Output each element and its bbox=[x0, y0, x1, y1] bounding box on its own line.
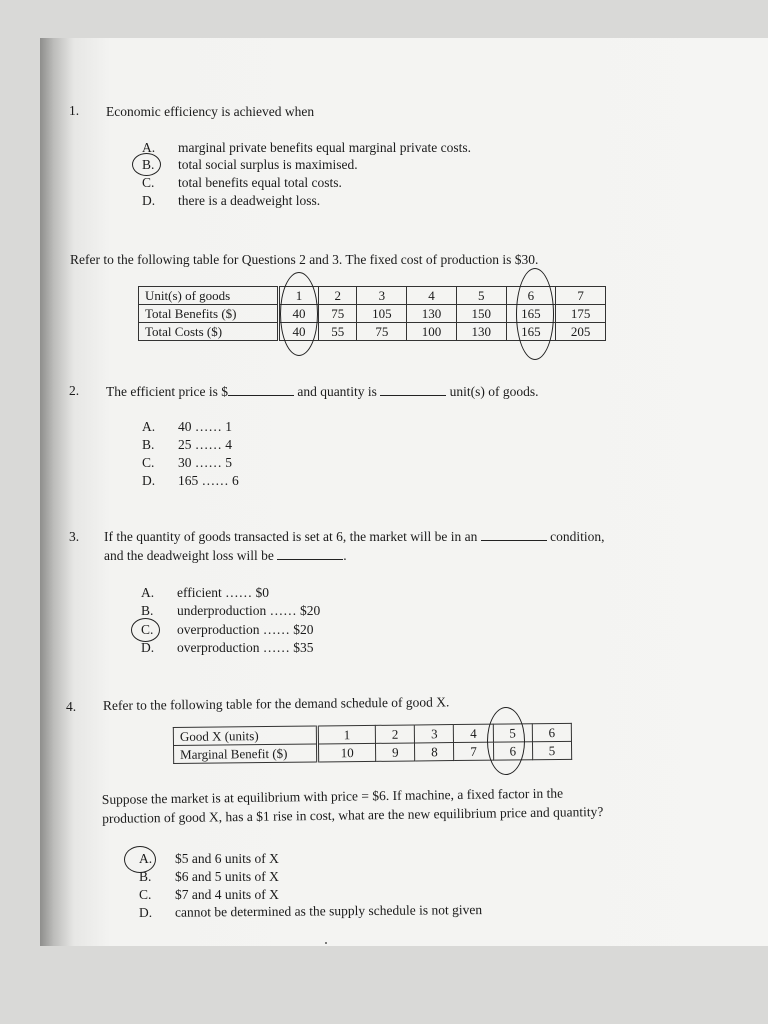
blank-line bbox=[277, 547, 343, 560]
table-header-cell: Marginal Benefit ($) bbox=[173, 744, 317, 764]
table-cell: 3 bbox=[357, 287, 407, 305]
q2-option-a[interactable]: A. 40 …… 1 bbox=[142, 419, 232, 434]
table-cell: 8 bbox=[415, 743, 454, 761]
table-cell: 9 bbox=[376, 743, 415, 761]
question-1-number: 1. bbox=[69, 103, 80, 118]
q3-option-d[interactable]: D. overproduction …… $35 bbox=[141, 640, 314, 655]
table2-column-5-circle-mark bbox=[487, 707, 525, 775]
table-cell: 165 bbox=[506, 323, 556, 341]
table-cell: 130 bbox=[407, 305, 457, 323]
q1-option-a[interactable]: A. marginal private benefits equal marginal private costs. bbox=[142, 140, 472, 155]
table-cell: 100 bbox=[407, 323, 457, 341]
table-cell: 40 bbox=[279, 305, 319, 323]
q2-option-b[interactable]: B. 25 …… 4 bbox=[142, 437, 232, 452]
q3-answer-circle-mark bbox=[131, 618, 160, 642]
table-cell: 1 bbox=[317, 725, 375, 744]
table-cell: 3 bbox=[415, 725, 454, 743]
q4-option-a[interactable]: A. $5 and 6 units of X bbox=[139, 851, 279, 866]
table-cell: 6 bbox=[532, 723, 571, 741]
table-cell: 165 bbox=[506, 305, 556, 323]
blank-line bbox=[481, 528, 547, 541]
q3-option-a[interactable]: A. efficient …… $0 bbox=[141, 585, 269, 600]
table-intro-text: Refer to the following table for Questions 2 and 3. The fixed cost of production is $30. bbox=[70, 252, 539, 267]
table-cell: 1 bbox=[279, 287, 319, 305]
table-cell: 40 bbox=[279, 323, 319, 341]
table-cell: 75 bbox=[319, 305, 357, 323]
table1-column-6-circle-mark bbox=[516, 268, 554, 360]
table-cell: 175 bbox=[556, 305, 606, 323]
question-2-stem: The efficient price is $ and quantity is unit(s) of goods. bbox=[106, 384, 539, 399]
table-cell: 5 bbox=[493, 724, 532, 742]
q1-option-c[interactable]: C. total benefits equal total costs. bbox=[142, 175, 342, 190]
q1-answer-circle-mark bbox=[132, 153, 161, 176]
q4-answer-circle-mark bbox=[124, 846, 156, 873]
table-header-cell: Good X (units) bbox=[173, 726, 317, 746]
question-2-number: 2. bbox=[69, 383, 80, 398]
q4-option-d[interactable]: D. cannot be determined as the supply schedule is not given bbox=[138, 902, 483, 920]
question-4-number: 4. bbox=[66, 699, 77, 714]
table-cell: 6 bbox=[493, 742, 532, 760]
table-cell: 5 bbox=[456, 287, 506, 305]
q3-option-b[interactable]: B. underproduction …… $20 bbox=[141, 603, 321, 618]
q2-option-d[interactable]: D. 165 …… 6 bbox=[142, 473, 239, 488]
table-header-cell: Unit(s) of goods bbox=[139, 287, 279, 305]
table-cell: 6 bbox=[506, 287, 556, 305]
table-cell: 55 bbox=[319, 323, 357, 341]
question-4-stem: Refer to the following table for the demand schedule of good X. bbox=[102, 694, 450, 713]
q4-option-c[interactable]: C. $7 and 4 units of X bbox=[139, 887, 279, 902]
table1-column-1-circle-mark bbox=[280, 272, 318, 356]
table-cell: 10 bbox=[317, 743, 375, 762]
question-3-number: 3. bbox=[69, 529, 80, 544]
blank-line bbox=[228, 383, 294, 396]
table-cell: 7 bbox=[556, 287, 606, 305]
table-cell: 2 bbox=[319, 287, 357, 305]
table-cell: 75 bbox=[357, 323, 407, 341]
q1-option-b[interactable]: B. total social surplus is maximised. bbox=[142, 157, 358, 172]
q4-option-b[interactable]: B. $6 and 5 units of X bbox=[139, 869, 279, 884]
table-cell: 150 bbox=[456, 305, 506, 323]
q2-option-c[interactable]: C. 30 …… 5 bbox=[142, 455, 232, 470]
table-cell: 2 bbox=[375, 725, 414, 743]
question-3-stem: If the quantity of goods transacted is set at 6, the market will be in an condition, and the deadweight loss will be . bbox=[104, 529, 605, 563]
question-4-scenario: Suppose the market is at equilibrium with price = $6. If machine, a fixed factor in the production of good X, has a $1 rise in cost, what are the new equilibrium price and quantity? bbox=[101, 785, 604, 826]
table-cell: 7 bbox=[454, 742, 493, 760]
q1-option-d[interactable]: D. there is a deadweight loss. bbox=[142, 193, 321, 208]
table-cell: 4 bbox=[407, 287, 457, 305]
table-cell: 5 bbox=[532, 741, 571, 759]
table-header-cell: Total Costs ($) bbox=[139, 323, 279, 341]
table-cell: 105 bbox=[357, 305, 407, 323]
table-header-cell: Total Benefits ($) bbox=[139, 305, 279, 323]
table-cell: 130 bbox=[456, 323, 506, 341]
speck-mark bbox=[325, 942, 327, 944]
blank-line bbox=[380, 383, 446, 396]
table-cell: 4 bbox=[454, 724, 493, 742]
table-cell: 205 bbox=[556, 323, 606, 341]
q3-option-c[interactable]: C. overproduction …… $20 bbox=[141, 622, 314, 637]
question-1-stem: Economic efficiency is achieved when bbox=[106, 104, 315, 119]
